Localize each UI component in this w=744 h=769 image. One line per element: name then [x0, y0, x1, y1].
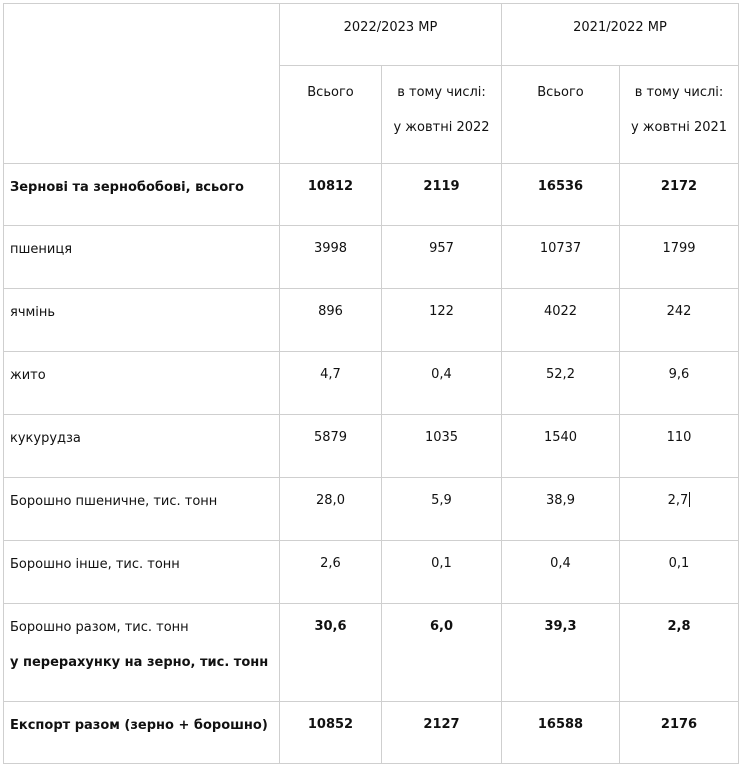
cell-oct-2021: 2176 [620, 702, 739, 764]
cell-total-2022: 3998 [280, 226, 382, 289]
row-label: жито [4, 352, 280, 415]
table-row [4, 604, 739, 702]
header-incl-1 [382, 66, 502, 164]
header-incl-2-line2: у жовтні 2021 [630, 120, 728, 135]
header-incl-2 [620, 66, 739, 164]
header-incl-1-line1: в тому числі: [397, 85, 486, 100]
cell-total-2022: 28,0 [280, 478, 382, 541]
cell-total-2021: 16588 [502, 702, 620, 764]
cell-oct-2022: 6,0 [382, 604, 502, 702]
table-row [4, 164, 739, 226]
text-cursor [689, 492, 690, 507]
cell-oct-2022: 0,4 [382, 352, 502, 415]
cell-oct-2022: 2127 [382, 702, 502, 764]
header-incl-2-line1: в тому числі: [634, 85, 724, 100]
cell-total-2021: 1540 [502, 415, 620, 478]
cell-total-2021: 52,2 [502, 352, 620, 415]
row-label [4, 604, 280, 702]
table-row [4, 541, 739, 604]
cell-total-2021: 10737 [502, 226, 620, 289]
cell-oct-2022: 957 [382, 226, 502, 289]
cell-oct-2021: 2,8 [620, 604, 739, 702]
cell-total-2022: 5879 [280, 415, 382, 478]
header-total-1: Всього [280, 66, 382, 164]
cell-value: 2,7 [667, 493, 689, 508]
cell-oct-2022: 5,9 [382, 478, 502, 541]
cell-oct-2021: 9,6 [620, 352, 739, 415]
table-row [4, 226, 739, 289]
cell-oct-2021: 0,1 [620, 541, 739, 604]
export-table [3, 3, 739, 764]
cell-total-2022: 2,6 [280, 541, 382, 604]
table-row [4, 478, 739, 541]
cell-total-2022: 896 [280, 289, 382, 352]
header-incl-1-line2: у жовтні 2022 [393, 120, 490, 135]
cell-total-2021: 4022 [502, 289, 620, 352]
cell-total-2021: 38,9 [502, 478, 620, 541]
table-row [4, 289, 739, 352]
cell-total-2022: 10812 [280, 164, 382, 226]
cell-oct-2021: 242 [620, 289, 739, 352]
row-label: кукурудза [4, 415, 280, 478]
table-row [4, 352, 739, 415]
cell-total-2022: 30,6 [280, 604, 382, 702]
table-row [4, 702, 739, 764]
cell-total-2022: 10852 [280, 702, 382, 764]
row-label: Борошно пшеничне, тис. тонн [4, 478, 280, 541]
row-label-line2: у перерахунку на зерно, тис. тонн [10, 655, 269, 670]
header-period-1: 2022/2023 МР [280, 4, 502, 66]
row-label: Зернові та зернобобові, всього [4, 164, 280, 226]
row-label: ячмінь [4, 289, 280, 352]
cell-oct-2022: 0,1 [382, 541, 502, 604]
header-total-2: Всього [502, 66, 620, 164]
row-label: пшениця [4, 226, 280, 289]
header-period-2: 2021/2022 МР [502, 4, 739, 66]
row-label: Борошно інше, тис. тонн [4, 541, 280, 604]
row-label-line1: Борошно разом, тис. тонн [10, 620, 189, 635]
header-corner-cell [4, 4, 280, 164]
table-row [4, 415, 739, 478]
cell-total-2021: 16536 [502, 164, 620, 226]
cell-oct-2021: 2172 [620, 164, 739, 226]
cell-oct-2022: 1035 [382, 415, 502, 478]
cell-oct-2021: 1799 [620, 226, 739, 289]
cell-total-2022: 4,7 [280, 352, 382, 415]
cell-oct-2021[interactable] [620, 478, 739, 541]
cell-oct-2022: 2119 [382, 164, 502, 226]
cell-oct-2021: 110 [620, 415, 739, 478]
cell-oct-2022: 122 [382, 289, 502, 352]
row-label: Експорт разом (зерно + борошно) [4, 702, 280, 764]
cell-total-2021: 0,4 [502, 541, 620, 604]
cell-total-2021: 39,3 [502, 604, 620, 702]
header-row-periods [4, 4, 739, 66]
